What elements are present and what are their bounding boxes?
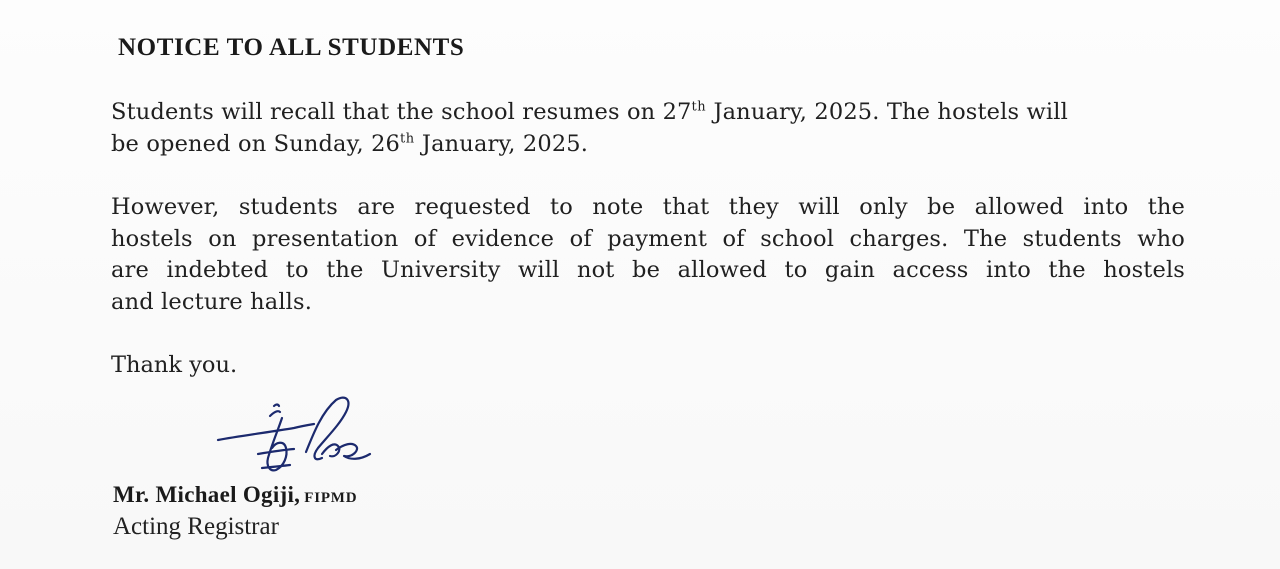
text-segment: January, 2025. The hostels will xyxy=(706,99,1068,125)
text-segment: January, 2025. xyxy=(414,130,589,157)
paragraph-line: and lecture halls. xyxy=(111,288,313,315)
text-segment: be opened on Sunday, 26 xyxy=(111,130,401,157)
paragraph-resumption xyxy=(111,97,1185,160)
signatory-credential: FIPMD xyxy=(304,490,358,506)
handwritten-signature xyxy=(210,392,380,487)
ordinal-suffix: th xyxy=(691,99,707,115)
closing-text: Thank you. xyxy=(111,352,238,378)
paragraph-line: are indebted to the University will not be allowed to gain access into the hostels xyxy=(111,257,1185,283)
paragraph-line xyxy=(111,129,1185,161)
signatory-name xyxy=(113,482,357,508)
text-segment: Students will recall that the school resumes on 27 xyxy=(111,99,692,125)
paragraph-access-conditions xyxy=(111,192,1185,318)
paragraph-line: hostels on presentation of evidence of payment of school charges. The students who xyxy=(111,225,1185,252)
ordinal-suffix: th xyxy=(400,131,415,147)
signatory-role: Acting Registrar xyxy=(113,513,279,540)
paragraph-line: However, students are requested to note that they will only be allowed into the xyxy=(111,194,1185,220)
signatory-name-text: Mr. Michael Ogiji, xyxy=(113,482,301,507)
paragraph-line xyxy=(111,97,1185,129)
notice-title: NOTICE TO ALL STUDENTS xyxy=(118,34,465,61)
